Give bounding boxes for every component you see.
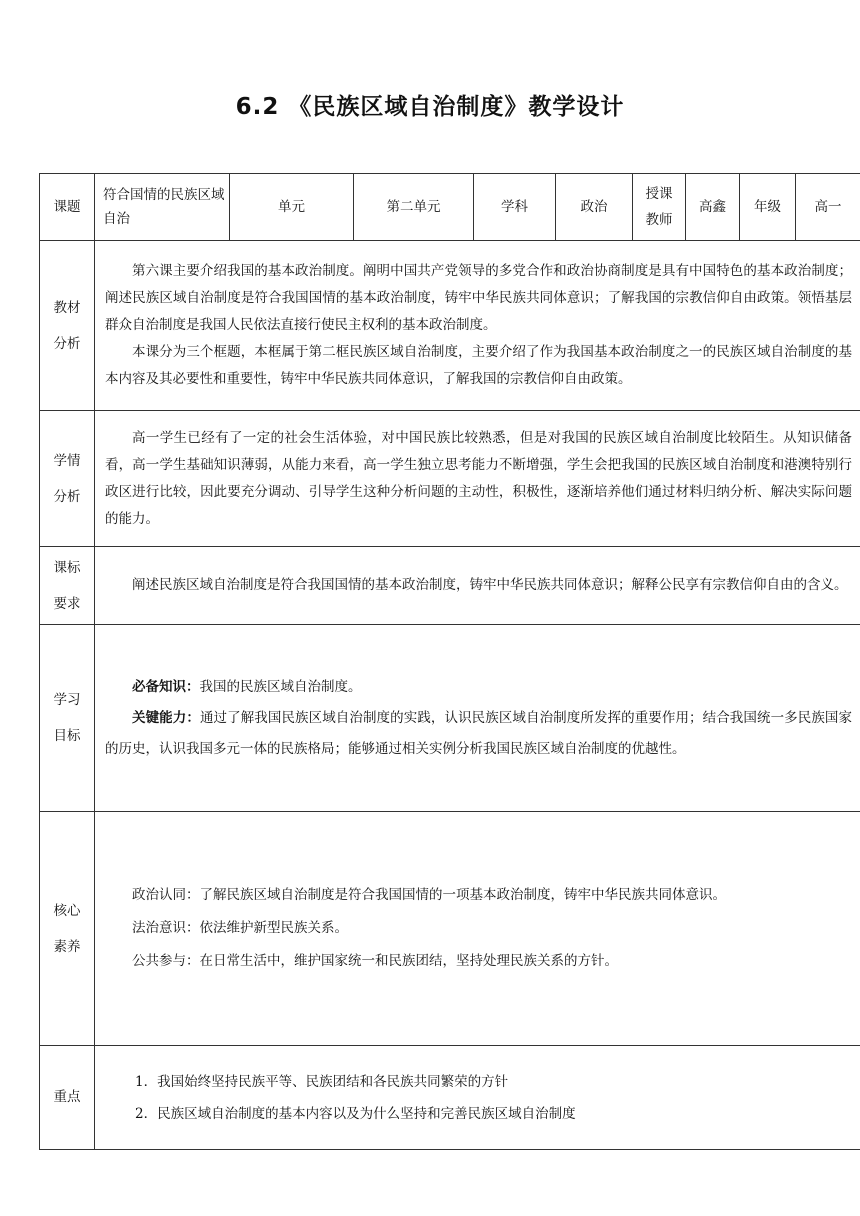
header-row	[40, 174, 860, 241]
key-point-1: 1．我国始终坚持民族平等、民族团结和各民族共同繁荣的方针	[135, 1073, 509, 1090]
students-label-text: 学情分析	[53, 452, 81, 505]
material-paragraph-2: 本课分为三个框题，本框属于第二框民族区域自治制度，主要介绍了作为我国基本政治制度之一的民族区域自治制度的基本内容及其必要性和重要性，铸牢中华民族共同体意识，了解我国的宗教信仰自由政策。	[105, 344, 852, 387]
literacy-label	[40, 812, 95, 1046]
topic-value: 符合国情的民族区域自治	[95, 174, 230, 241]
students-label	[40, 411, 95, 547]
literacy-label-text: 核心素养	[53, 902, 81, 955]
unit-label: 单元	[230, 174, 354, 241]
standard-label	[40, 547, 95, 625]
material-label-text: 教材分析	[53, 299, 81, 352]
goals-label-text: 学习目标	[53, 692, 81, 744]
goals-ability	[105, 703, 852, 765]
literacy-participation: 公共参与：在日常生活中，维护国家统一和民族团结，坚持处理民族关系的方针。	[132, 953, 618, 969]
goals-knowledge-text: 我国的民族区域自治制度。	[199, 678, 362, 695]
teacher-label: 授课教师	[633, 174, 686, 241]
key-points-row	[40, 1046, 860, 1150]
grade-value: 高一	[796, 174, 860, 241]
standard-paragraph: 阐述民族区域自治制度是符合我国国情的基本政治制度，铸牢中华民族共同体意识；解释公民享有宗教信仰自由的含义。	[132, 577, 848, 593]
literacy-content	[95, 812, 860, 1046]
goals-content	[95, 625, 860, 812]
students-content	[95, 411, 860, 547]
page-title: 6.2 《民族区域自治制度》教学设计	[235, 94, 625, 120]
material-label	[40, 241, 95, 411]
key-point-2: 2．民族区域自治制度的基本内容以及为什么坚持和完善民族区域自治制度	[135, 1105, 576, 1122]
goals-knowledge-label: 必备知识：	[132, 678, 200, 695]
goals-row	[40, 625, 860, 812]
material-row	[40, 241, 860, 411]
lesson-design-table	[39, 173, 860, 1150]
goals-label	[40, 625, 95, 812]
grade-label: 年级	[740, 174, 796, 241]
subject-value: 政治	[556, 174, 633, 241]
topic-label: 课题	[40, 174, 95, 241]
students-paragraph: 高一学生已经有了一定的社会生活体验，对中国民族比较熟悉，但是对我国的民族区域自治制度比较陌生。从知识储备看，高一学生基础知识薄弱，从能力来看，高一学生独立思考能力不断增强，学生会把我国的民族区域自治制度和港澳特别行政区进行比较，因此要充分调动、引导学生这种分析问题的主动性，积极性，逐渐培养他们通过材料归纳分析、解决实际问题的能力。	[105, 429, 852, 527]
literacy-political: 政治认同：了解民族区域自治制度是符合我国国情的一项基本政治制度，铸牢中华民族共同体意识。	[132, 887, 726, 903]
key-points-label: 重点	[40, 1046, 95, 1150]
standard-content	[95, 547, 860, 625]
literacy-legal: 法治意识：依法维护新型民族关系。	[132, 920, 348, 936]
material-paragraph-1: 第六课主要介绍我国的基本政治制度。阐明中国共产党领导的多党合作和政治协商制度是具有中国特色的基本政治制度；阐述民族区域自治制度是符合我国国情的基本政治制度，铸牢中华民族共同体意识；了解我国的宗教信仰自由政策。领悟基层群众自治制度是我国人民依法直接行使民主权利的基本政治制度。	[105, 263, 852, 333]
goals-knowledge	[105, 672, 852, 703]
goals-ability-text: 通过了解我国民族区域自治制度的实践，认识民族区域自治制度所发挥的重要作用；结合我国统一多民族国家的历史，认识我国多元一体的民族格局；能够通过相关实例分析我国民族区域自治制度的优越性。	[105, 709, 853, 757]
students-row	[40, 411, 860, 547]
teacher-value: 高鑫	[686, 174, 740, 241]
standard-label-text: 课标要求	[53, 559, 81, 612]
unit-value: 第二单元	[354, 174, 474, 241]
key-points-content	[95, 1046, 860, 1150]
material-content	[95, 241, 860, 411]
standard-row	[40, 547, 860, 625]
goals-ability-label: 关键能力：	[132, 709, 200, 726]
subject-label: 学科	[474, 174, 556, 241]
literacy-row	[40, 812, 860, 1046]
